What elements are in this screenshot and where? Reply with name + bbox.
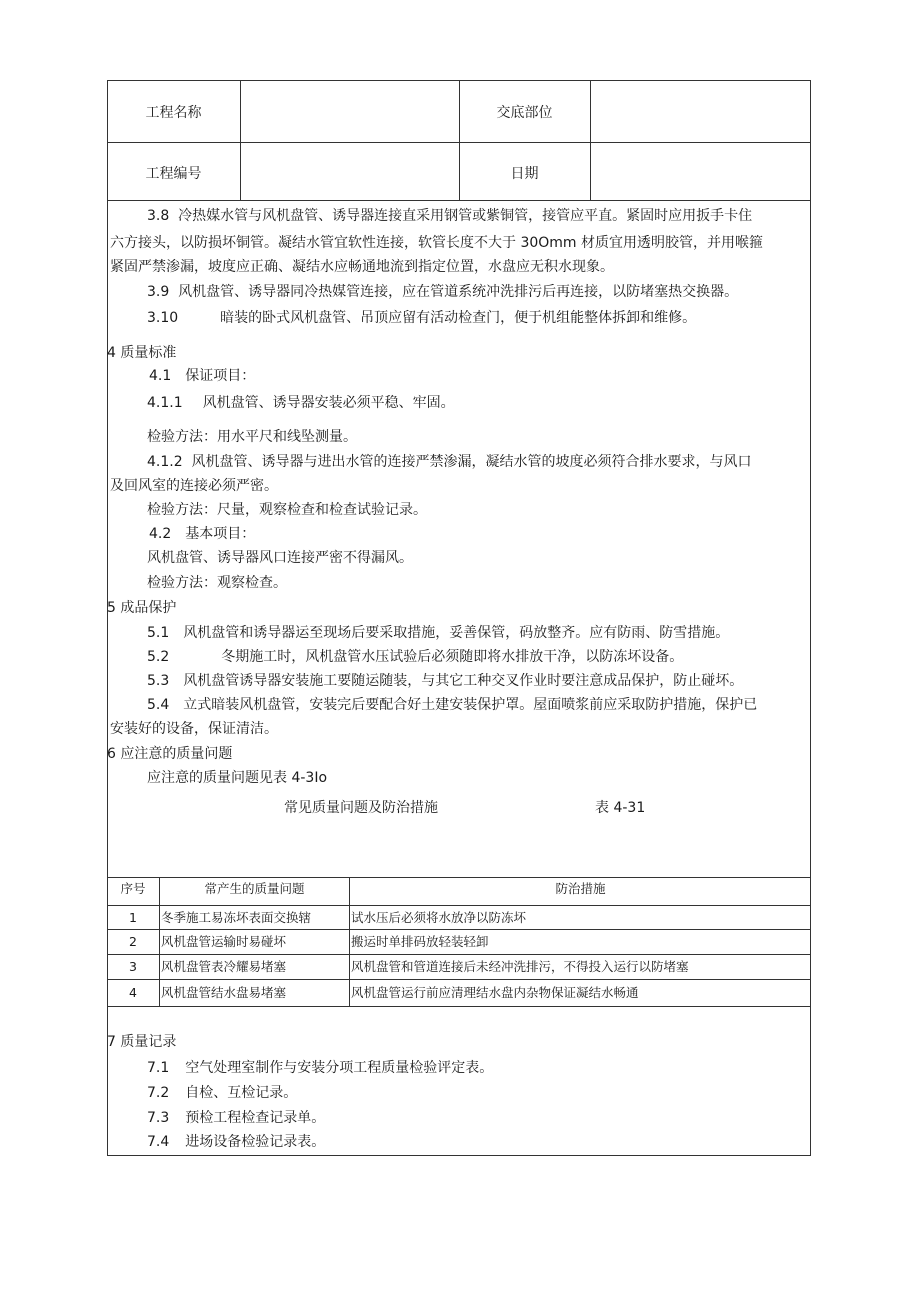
para-4-1-2-line-2: 及回风室的连接必须严密。 [110, 478, 278, 494]
para-3-8-number: 3.8 [147, 208, 170, 224]
para-3-8-line-3: 紧固严禁渗漏，坡度应正确、凝结水应畅通地流到指定位置，水盘应无积水现象。 [110, 259, 614, 275]
handover-part-label: 交底部位 [496, 105, 553, 121]
table-cell-problem: 冬季施工易冻坏表面交换辖 [161, 910, 312, 925]
para-5-4-line-1: 5.4 立式暗装风机盘管，安装完后要配合好土建安装保护罩。屋面喷浆前应采取防护措施，保护已 [147, 697, 758, 713]
para-5-4-line-2: 安装好的设备，保证清洁。 [110, 721, 278, 737]
table-cell-measure: 风机盘管和管道连接后未经冲洗排污，不得投入运行以防堵塞 [351, 959, 689, 974]
section-7-title: 7 质量记录 [107, 1034, 177, 1050]
table-number: 表 4-31 [595, 800, 646, 816]
table-cell-no: 4 [129, 985, 137, 1000]
record-item-text: 进场设备检验记录表。 [185, 1134, 326, 1150]
para-4-1-2-number: 4.1.2 [147, 454, 183, 470]
table-header-measure: 防治措施 [555, 881, 606, 896]
date-label: 日期 [510, 166, 539, 182]
table-bottom-border [107, 1006, 811, 1007]
para-5-1: 5.1 风机盘管和诱导器运至现场后要采取措施，妥善保管，码放整齐。应有防雨、防雪措施。 [147, 625, 730, 641]
header-bottom-border [107, 200, 811, 201]
para-3-9-text: 风机盘管、诱导器同冷热媒管连接，应在管道系统冲洗排污后再连接，以防堵塞热交换器。 [178, 284, 739, 300]
table-row-line-4 [107, 979, 811, 980]
para-4-2: 4.2 基本项目： [149, 526, 256, 542]
para-4-2-method: 检验方法：观察检查。 [147, 575, 287, 591]
para-4-1-1 [147, 394, 455, 412]
record-item-text: 空气处理室制作与安装分项工程质量检验评定表。 [185, 1060, 494, 1076]
table-top-border [107, 877, 811, 878]
para-4-1-2-method: 检验方法：尺量，观察检查和检查试验记录。 [147, 502, 427, 518]
table-cell-problem: 风机盘管结水盘易堵塞 [161, 985, 287, 1000]
para-4-1-1-text: 风机盘管、诱导器安装必须平稳、牢固。 [202, 395, 455, 411]
table-cell-measure: 试水压后必须将水放净以防冻坏 [351, 910, 527, 925]
table-cell-no: 2 [129, 934, 137, 949]
table-row-line-1 [107, 905, 811, 906]
para-3-9-number: 3.9 [147, 284, 170, 300]
table-cell-problem: 风机盘管运输时易碰坏 [161, 934, 287, 949]
section-4-title: 4 质量标准 [107, 345, 177, 361]
para-5-2 [147, 648, 683, 666]
section-6-title: 6 应注意的质量问题 [107, 746, 233, 762]
record-item [147, 1084, 297, 1102]
para-3-10-number: 3.10 [147, 310, 179, 326]
table-header-no: 序号 [120, 881, 146, 896]
para-4-1: 4.1 保证项目： [149, 368, 256, 384]
para-3-8-text: 冷热媒水管与风机盘管、诱导器连接直采用钢管或紫铜管，接管应平直。紧固时应用扳手卡住 [178, 208, 753, 224]
table-cell-no: 1 [129, 910, 137, 925]
table-cell-no: 3 [129, 959, 137, 974]
para-5-2-text: 冬期施工时，风机盘管水压试验后必须随即将水排放干净，以防冻坏设备。 [221, 649, 684, 665]
record-item-text: 预检工程检查记录单。 [185, 1110, 326, 1126]
para-3-10 [147, 309, 696, 327]
header-col-divider-1 [240, 80, 241, 200]
para-4-1-1-method: 检验方法：用水平尺和线坠测量。 [147, 429, 357, 445]
table-row-line-3 [107, 954, 811, 955]
table-header-problem: 常产生的质量问题 [204, 881, 305, 896]
para-4-2-text: 风机盘管、诱导器风口连接严密不得漏风。 [147, 550, 413, 566]
para-4-1-2-line-1 [147, 453, 752, 471]
table-title: 常见质量问题及防治措施 [284, 800, 438, 816]
table-cell-measure: 搬运时单排码放轻装轻卸 [351, 934, 489, 949]
para-5-3: 5.3 风机盘管诱导器安装施工要随运随装，与其它工种交叉作业时要注意成品保护，防止碰坏。 [147, 673, 744, 689]
record-item-text: 自检、互检记录。 [185, 1085, 298, 1101]
table-row-line-2 [107, 929, 811, 930]
para-3-8-line-1 [147, 207, 752, 225]
para-3-8-line-2: 六方接头，以防损坏铜管。凝结水管宜软性连接，软管长度不大于 30Omm 材质宜用透明胶管，并用喉箍 [110, 235, 764, 251]
para-3-10-text: 暗装的卧式风机盘管、吊顶应留有活动检查门，便于机组能整体拆卸和维修。 [220, 310, 697, 326]
project-name-label: 工程名称 [145, 105, 202, 121]
record-item-number: 7.4 [147, 1134, 170, 1150]
table-cell-measure: 风机盘管运行前应清理结水盘内杂物保证凝结水畅通 [351, 985, 639, 1000]
table-cell-problem: 风机盘管表冷耀易堵塞 [161, 959, 287, 974]
project-no-label: 工程编号 [145, 166, 202, 182]
record-item [147, 1059, 493, 1077]
para-5-2-number: 5.2 [147, 649, 170, 665]
para-4-1-2-text: 风机盘管、诱导器与进出水管的连接严禁渗漏，凝结水管的坡度必须符合排水要求，与风口 [191, 454, 752, 470]
section-5-title: 5 成品保护 [107, 600, 177, 616]
record-item [147, 1109, 325, 1127]
para-4-1-1-number: 4.1.1 [147, 395, 183, 411]
record-item [147, 1133, 325, 1151]
record-item-number: 7.1 [147, 1060, 170, 1076]
record-item-number: 7.3 [147, 1110, 170, 1126]
para-3-9 [147, 283, 738, 301]
record-item-number: 7.2 [147, 1085, 170, 1101]
section-6-intro: 应注意的质量问题见表 4-3Io [147, 770, 328, 786]
header-col-divider-3 [590, 80, 591, 200]
